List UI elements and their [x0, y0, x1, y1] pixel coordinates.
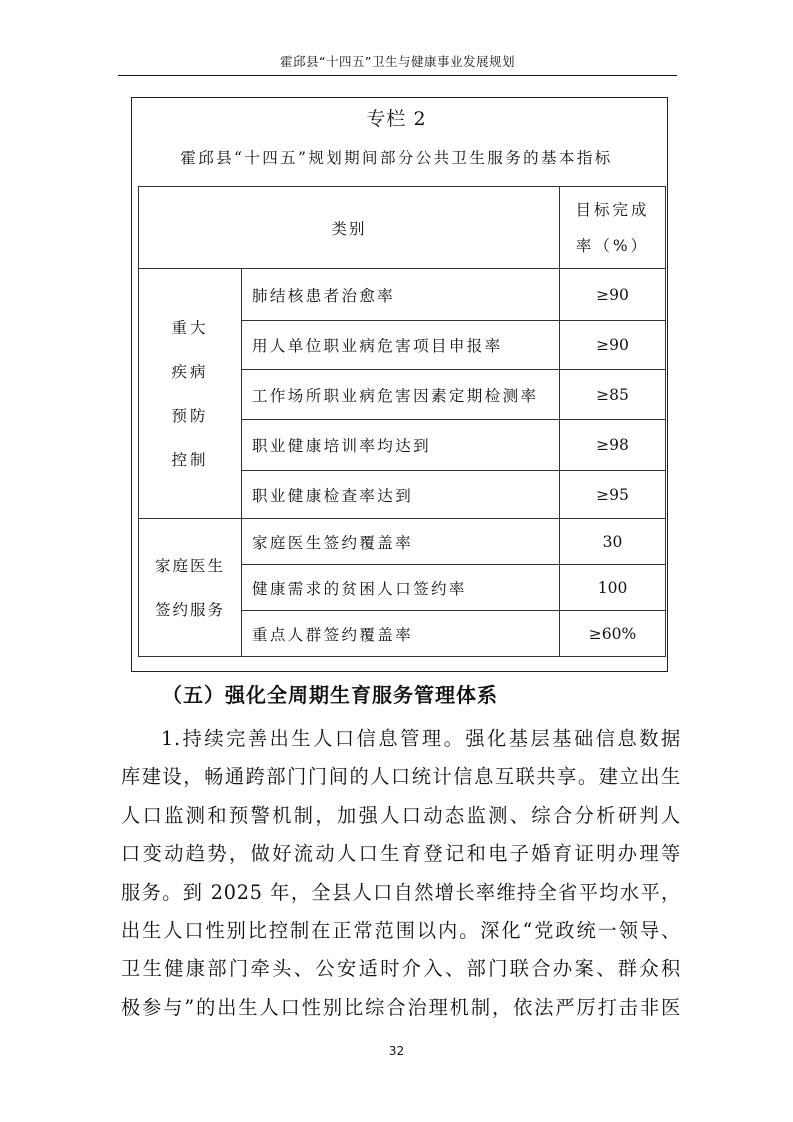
paragraph-line: 出生人口性别比控制在正常范围以内。深化“党政统一领导、	[121, 919, 681, 943]
indicator-name: 肺结核患者治愈率	[242, 269, 560, 321]
indicator-name: 用人单位职业病危害项目申报率	[242, 321, 560, 370]
paragraph-line: 服务。到 2025 年，全县人口自然增长率维持全省平均水平，	[121, 880, 681, 904]
paragraph-line: 极参与”的出生人口性别比综合治理机制，依法严厉打击非医	[121, 995, 681, 1019]
indicator-name: 工作场所职业病危害因素定期检测率	[242, 370, 560, 420]
page-number: 32	[388, 1044, 405, 1058]
table-row	[139, 519, 666, 565]
indicator-name: 健康需求的贫困人口签约率	[242, 565, 560, 611]
indicator-value: ≥98	[560, 420, 666, 471]
group-label-line: 重大	[171, 318, 209, 337]
group-label-line: 疾病	[171, 362, 209, 381]
header-target	[560, 187, 666, 269]
group-label-family-doctor	[139, 519, 242, 657]
table-row	[139, 269, 666, 321]
paragraph-line: 1.持续完善出生人口信息管理。强化基层基础信息数据	[161, 727, 681, 750]
paragraph-line: 库建设，畅通跨部门门间的人口统计信息互联共享。建立出生	[121, 765, 681, 789]
section-heading: （五）强化全周期生育服务管理体系	[162, 683, 498, 707]
header-target-line2: 率（%）	[575, 236, 650, 255]
indicator-value: ≥85	[560, 370, 666, 420]
indicator-value: ≥60%	[560, 611, 666, 657]
paragraph-line: 卫生健康部门牵头、公安适时介入、部门联合办案、群众积	[121, 957, 681, 981]
group-label-line: 家庭医生	[154, 556, 225, 575]
header-rule	[118, 75, 677, 76]
header-target-line1: 目标完成	[575, 200, 650, 219]
indicator-value: 30	[560, 519, 666, 565]
indicator-table	[138, 186, 666, 657]
indicator-name: 家庭医生签约覆盖率	[242, 519, 560, 565]
column-box-title: 专栏 2	[366, 108, 427, 130]
paragraph-line: 人口监测和预警机制，加强人口动态监测、综合分析研判人	[121, 803, 681, 827]
indicator-value: ≥95	[560, 471, 666, 519]
group-label-line: 签约服务	[154, 600, 225, 619]
group-label-disease	[139, 269, 242, 519]
indicator-value: 100	[560, 565, 666, 611]
group-label-line: 控制	[171, 450, 209, 469]
body-paragraph	[121, 720, 681, 1027]
table-header-row	[139, 187, 666, 269]
indicator-name: 职业健康检查率达到	[242, 471, 560, 519]
running-header: 霍邱县“十四五”卫生与健康事业发展规划	[280, 54, 515, 69]
indicator-name: 职业健康培训率均达到	[242, 420, 560, 471]
indicator-value: ≥90	[560, 269, 666, 321]
indicator-value: ≥90	[560, 321, 666, 370]
header-category: 类别	[139, 187, 560, 269]
column-box-subtitle: 霍邱县“十四五”规划期间部分公共卫生服务的基本指标	[180, 149, 613, 167]
indicator-name: 重点人群签约覆盖率	[242, 611, 560, 657]
paragraph-line: 口变动趋势，做好流动人口生育登记和电子婚育证明办理等	[121, 842, 681, 866]
group-label-line: 预防	[171, 406, 209, 425]
